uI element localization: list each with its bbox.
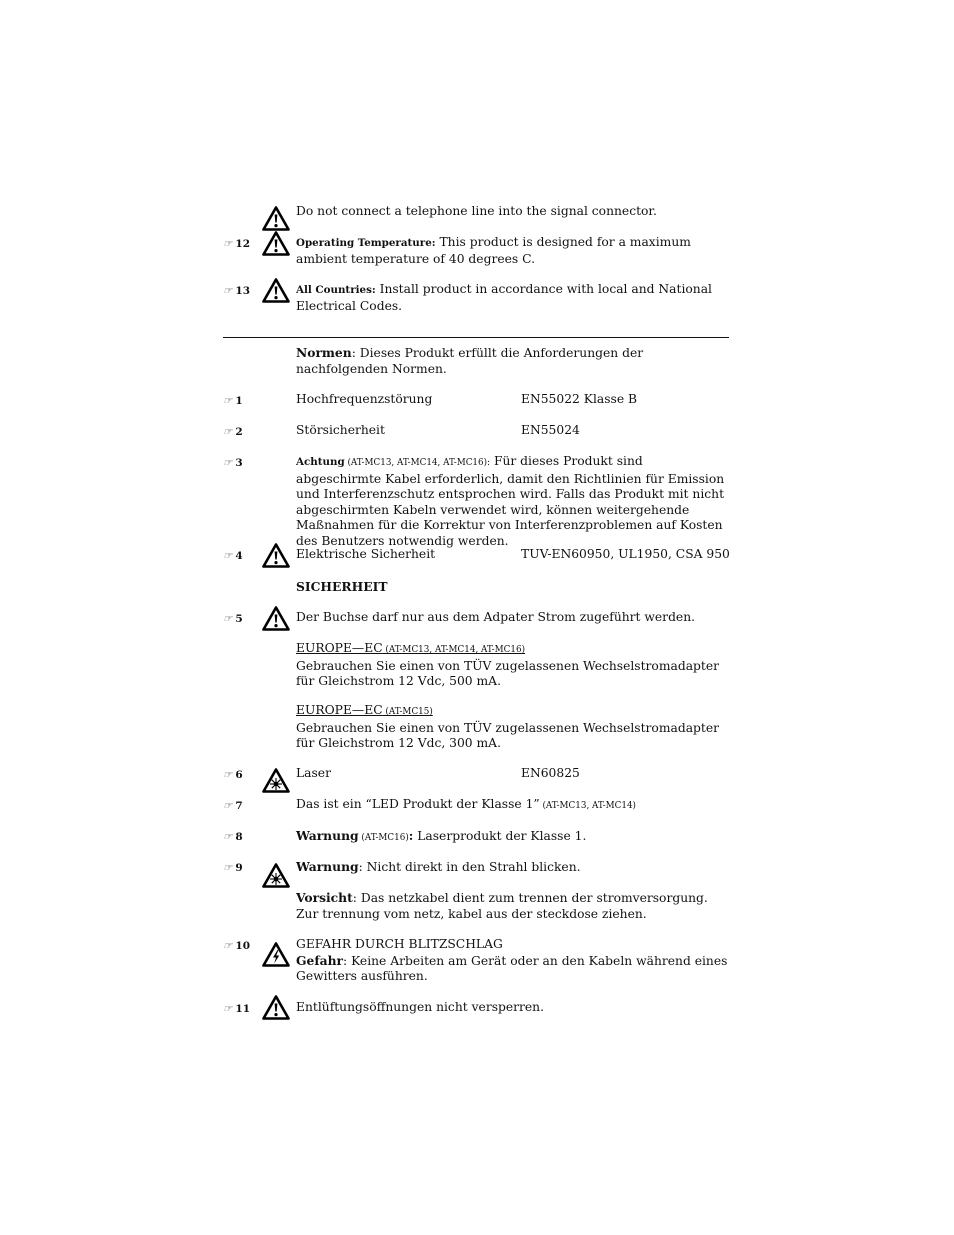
operating-temperature-text: Operating Temperature: This product is designed for a maximum ambient temperature of 40 degrees C. bbox=[296, 235, 691, 266]
marker-5: ☞ 5 bbox=[223, 613, 243, 625]
item-9-vorsicht: Vorsicht: Das netzkabel dient zum trennen der stromversorgung. Zur trennung vom netz, kabel aus der steckdose ziehen. bbox=[296, 890, 708, 921]
marker-1: ☞ 1 bbox=[223, 395, 243, 407]
warning-icon bbox=[262, 231, 290, 256]
laser-warning-icon bbox=[262, 768, 290, 793]
section-divider bbox=[223, 337, 729, 338]
item-7-text: Das ist ein “LED Produkt der Klasse 1” (AT-MC13, AT-MC14) bbox=[296, 797, 636, 811]
achtung-paragraph: Achtung (AT-MC13, AT-MC14, AT-MC16): Für dieses Produkt sind abgeschirmte Kabel erforderlich, damit den Richtlinien für Emission und Interferenzschutz entsprochen wird. Falls das Produkt mit nicht abgeschirmten Kabeln verwendet wird, können weitergehende Maßnahmen für die Korrektur von Interferenzproblemen auf Kosten des Benutzers notwendig werden. bbox=[296, 454, 725, 548]
normen-paragraph: Normen: Dieses Produkt erfüllt die Anforderungen der nachfolgenden Normen. bbox=[296, 345, 644, 376]
marker-3: ☞ 3 bbox=[223, 457, 243, 469]
pointing-hand-icon: ☞ bbox=[223, 285, 232, 297]
item-8-text: Warnung (AT-MC16): Laserprodukt der Klasse 1. bbox=[296, 828, 587, 843]
pointing-hand-icon: ☞ bbox=[223, 238, 232, 250]
lightning-warning-icon bbox=[262, 942, 290, 967]
pointing-hand-icon: ☞ bbox=[223, 457, 232, 469]
item-6-name: Laser bbox=[296, 766, 331, 780]
warning-icon bbox=[262, 995, 290, 1020]
marker-2: ☞ 2 bbox=[223, 426, 243, 438]
item-4-value: TUV-EN60950, UL1950, CSA 950 bbox=[521, 547, 730, 561]
pointing-hand-icon: ☞ bbox=[223, 769, 232, 781]
marker-11: ☞ 11 bbox=[223, 1003, 251, 1015]
item-9-warnung: Warnung: Nicht direkt in den Strahl blicken. bbox=[296, 859, 581, 874]
item-1-name: Hochfrequenzstörung bbox=[296, 392, 433, 406]
warning-icon bbox=[262, 206, 290, 231]
europe-ec-300ma-block: EUROPE—EC (AT-MC15) Gebrauchen Sie einen von TÜV zugelassenen Wechselstromadapter für Gleichstrom 12 Vdc, 300 mA. bbox=[296, 703, 719, 750]
pointing-hand-icon: ☞ bbox=[223, 550, 232, 562]
pointing-hand-icon: ☞ bbox=[223, 395, 232, 407]
pointing-hand-icon: ☞ bbox=[223, 800, 232, 812]
laser-warning-icon bbox=[262, 863, 290, 888]
item-2-name: Störsicherheit bbox=[296, 423, 385, 437]
pointing-hand-icon: ☞ bbox=[223, 862, 232, 874]
pointing-hand-icon: ☞ bbox=[223, 831, 232, 843]
sicherheit-heading: SICHERHEIT bbox=[296, 579, 388, 594]
item-10-block: GEFAHR DURCH BLITZSCHLAG Gefahr: Keine Arbeiten am Gerät oder an den Kabeln während eines Gewitters ausführen. bbox=[296, 937, 728, 983]
marker-13: ☞ 13 bbox=[223, 285, 251, 297]
europe-ec-500ma-block: EUROPE—EC (AT-MC13, AT-MC14, AT-MC16) Gebrauchen Sie einen von TÜV zugelassenen Wechselstromadapter für Gleichstrom 12 Vdc, 500 mA. bbox=[296, 641, 719, 688]
pointing-hand-icon: ☞ bbox=[223, 613, 232, 625]
marker-12: ☞ 12 bbox=[223, 238, 251, 250]
item-2-value: EN55024 bbox=[521, 423, 580, 437]
warning-icon bbox=[262, 606, 290, 631]
item-6-value: EN60825 bbox=[521, 766, 580, 780]
all-countries-text: All Countries: Install product in accordance with local and National Electrical Codes. bbox=[296, 282, 712, 313]
marker-7: ☞ 7 bbox=[223, 800, 243, 812]
marker-10: ☞ 10 bbox=[223, 940, 251, 952]
marker-6: ☞ 6 bbox=[223, 769, 243, 781]
marker-9: ☞ 9 bbox=[223, 862, 243, 874]
telephone-warning-text: Do not connect a telephone line into the signal connector. bbox=[296, 204, 657, 218]
marker-8: ☞ 8 bbox=[223, 831, 243, 843]
pointing-hand-icon: ☞ bbox=[223, 1003, 232, 1015]
item-5-text: Der Buchse darf nur aus dem Adpater Strom zugeführt werden. bbox=[296, 610, 696, 624]
warning-icon bbox=[262, 543, 290, 568]
item-4-name: Elektrische Sicherheit bbox=[296, 547, 436, 561]
marker-4: ☞ 4 bbox=[223, 550, 243, 562]
pointing-hand-icon: ☞ bbox=[223, 940, 232, 952]
pointing-hand-icon: ☞ bbox=[223, 426, 232, 438]
warning-icon bbox=[262, 278, 290, 303]
item-1-value: EN55022 Klasse B bbox=[521, 392, 638, 406]
item-11-text: Entlüftungsöffnungen nicht versperren. bbox=[296, 1000, 545, 1014]
